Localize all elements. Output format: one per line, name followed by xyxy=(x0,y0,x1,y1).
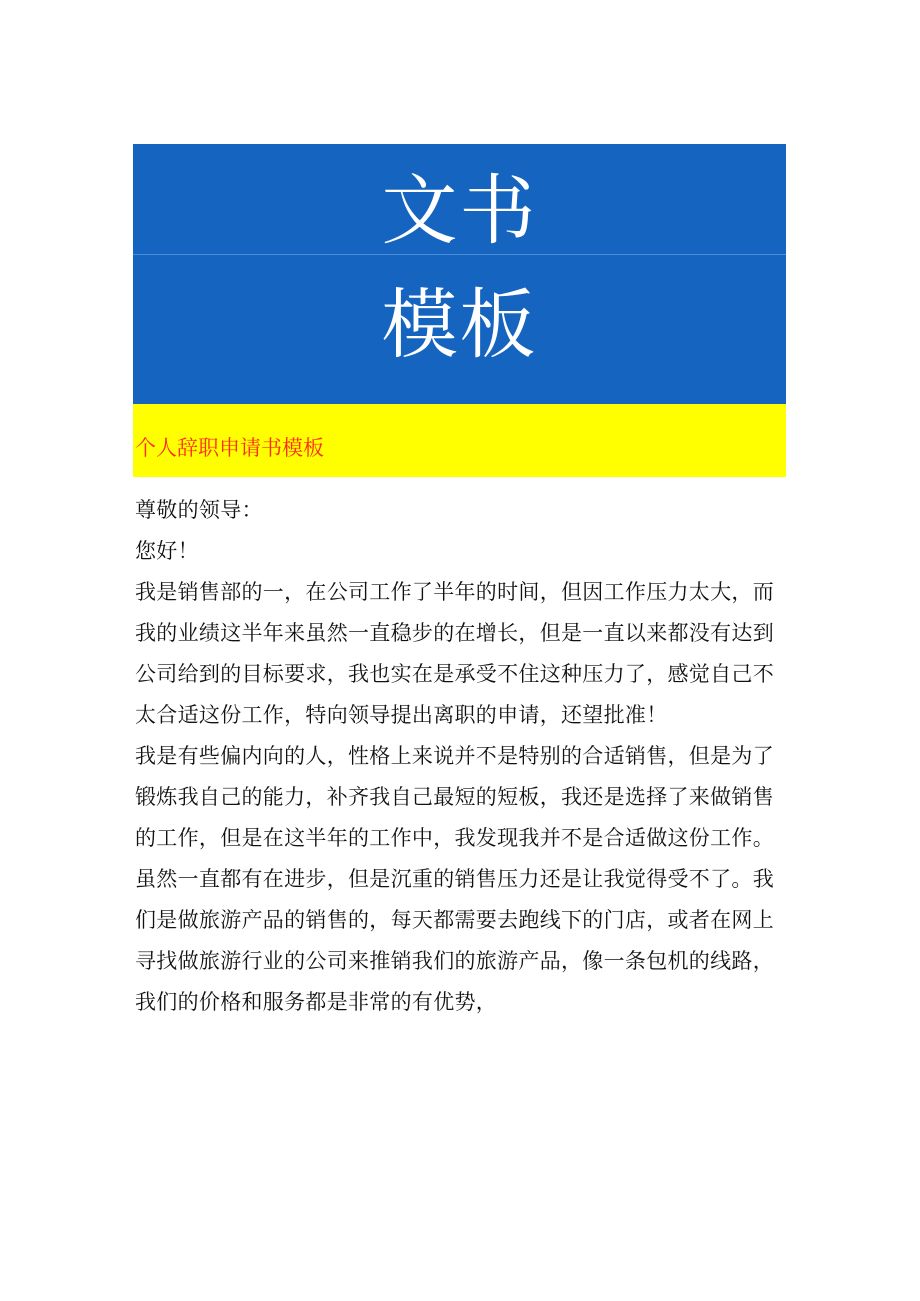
cover-title-line-1: 文书 xyxy=(381,166,538,255)
cover-block xyxy=(133,144,786,477)
letter-greeting: 您好！ xyxy=(135,539,199,563)
letter-body xyxy=(135,490,795,1023)
letter-paragraph-1: 我是销售部的一，在公司工作了半年的时间，但因工作压力太大，而我的业绩这半年来虽然一直稳步的在增长，但是一直以来都没有达到公司给到的目标要求，我也实在是承受不住这种压力了，感觉自己不太合适这份工作，特向领导提出离职的申请，还望批准！ xyxy=(135,580,774,727)
cover-title-line-2: 模板 xyxy=(381,280,538,369)
document-subtitle: 个人辞职申请书模板 xyxy=(135,436,324,460)
letter-paragraph-2: 我是有些偏内向的人，性格上来说并不是特别的合适销售，但是为了锻炼我自己的能力，补齐我自己最短的短板，我还是选择了来做销售的工作，但是在这半年的工作中，我发现我并不是合适做这份工作。虽然一直都有在进步，但是沉重的销售压力还是让我觉得受不了。我们是做旅游产品的销售的，每天都需要去跑线下的门店，或者在网上寻找做旅游行业的公司来推销我们的旅游产品，像一条包机的线路，我们的价格和服务都是非常的有优势， xyxy=(135,744,774,1014)
letter-salutation: 尊敬的领导： xyxy=(135,498,263,522)
